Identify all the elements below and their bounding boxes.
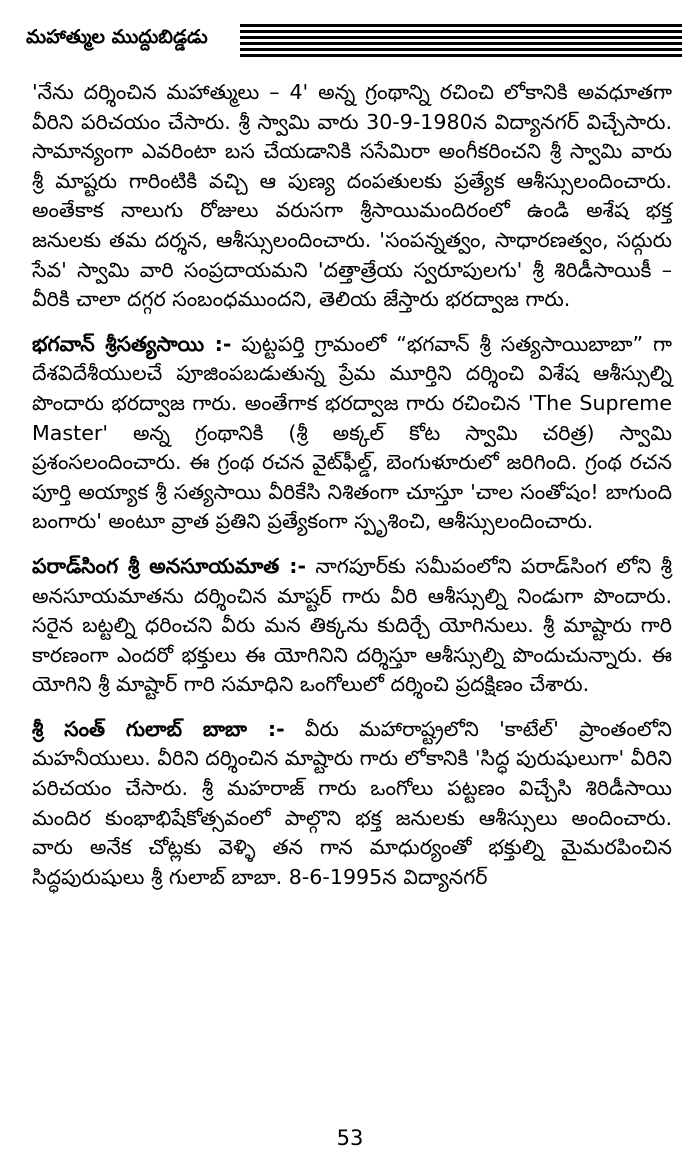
page-number: 53 — [336, 1126, 364, 1150]
page-body — [32, 78, 672, 907]
paragraph-text: నాగపూర్‌కు సమీపంలోని పరాడ్‌సింగ లోని శ్రీ అనసూయమాతను దర్శించిన మాష్టర్ గారు వీరి ఆశీస్సుల్ని నిండుగా పొందారు. సరైన బట్టల్ని ధరించని వీరు మన తిక్కను కుదిర్చే యోగినులు. శ్రీ మాష్టారు గారి కారణంగా ఎందరో భక్తులు ఈ యోగినిని దర్శిస్తూ ఆశీస్సుల్ని పొందుచున్నారు. ఈ యోగిని శ్రీ మాష్టార్ గారి సమాధిని ఒంగోలులో దర్శించి ప్రదక్షిణం చేశారు. — [32, 553, 672, 697]
paragraph-anasuya-mata — [32, 552, 672, 700]
paragraph-heading: భగవాన్ శ్రీసత్యసాయి :- — [32, 331, 232, 356]
paragraph-gulab-baba — [32, 715, 672, 893]
paragraph-sathya-sai — [32, 330, 672, 537]
paragraph-text: పుట్టపర్తి గ్రామంలో “భగవాన్ శ్రీ సత్యసాయిబాబా” గా దేశవిదేశీయులచే పూజింపబడుతున్న ప్రేమ మూర్తిని దర్శించి విశేష ఆశీస్సుల్ని పొందారు భరద్వాజ గారు. అంతేగాక భరద్వాజ గారు రచించిన 'The Supreme Master' అన్న గ్రంథానికి (శ్రీ అక్కల్ కోట స్వామి చరిత్ర) స్వామి ప్రశంసలందించారు. ఈ గ్రంథ రచన వైట్‌ఫీల్డ్, బెంగుళూరులో జరిగింది. గ్రంథ రచన పూర్తి అయ్యాక శ్రీ సత్యసాయి వీరికేసి నిశితంగా చూస్తూ 'చాల సంతోషం! బాగుంది బంగారు' అంటూ వ్రాత ప్రతిని ప్రత్యేకంగా స్పృశించి, ఆశీస్సులందించారు. — [32, 331, 672, 534]
paragraph-heading: శ్రీ సంత్ గులాబ్ బాబా :- — [32, 716, 285, 741]
header-decorative-rules — [240, 24, 682, 60]
paragraph-text: వీరు మహారాష్ట్రలోని 'కాటేల్' ప్రాంతంలోని మహనీయులు. వీరిని దర్శించిన మాష్టారు గారు లోకానికి 'సిద్ధ పురుషులుగా' వీరిని పరిచయం చేసారు. శ్రీ మహరాజ్ గారు ఒంగోలు పట్టణం విచ్చేసి శిరిడీసాయి మందిర కుంభాభిషేకోత్సవంలో పాల్గొని భక్త జనులకు ఆశీస్సులు అందించారు. వారు అనేక చోట్లకు వెళ్ళి తన గాన మాధుర్యంతో భక్తుల్ని మైమరపించిన సిద్ధపురుషులు శ్రీ గులాబ్ బాబా. 8-6-1995న విద్యానగర్ — [32, 716, 672, 889]
paragraph-heading: పరాడ్‌సింగ శ్రీ అనసూయమాత :- — [32, 553, 307, 578]
paragraph-text: 'నేను దర్శించిన మహాత్ములు – 4' అన్న గ్రంథాన్ని రచించి లోకానికి అవధూతగా వీరిని పరిచయం చేసారు. శ్రీ స్వామి వారు 30-9-1980న విద్యానగర్ విచ్చేసారు. సామాన్యంగా ఎవరింటా బస చేయడానికి ససేమిరా అంగీకరించని శ్రీ స్వామి వారు శ్రీ మాష్టరు గారింటికి వచ్చి ఆ పుణ్య దంపతులకు ప్రత్యేక ఆశీస్సులందించారు. అంతేకాక నాలుగు రోజులు వరుసగా శ్రీసాయిమందిరంలో ఉండి అశేష భక్త జనులకు తమ దర్శన, ఆశీస్సులందించారు. 'సంపన్నత్వం, సాధారణత్వం, సద్గురు సేవ' స్వామి వారి సంప్రదాయమని 'దత్తాత్రేయ స్వరూపులగు' శ్రీ శిరిడీసాయికీ – వీరికి చాలా దగ్గర సంబంధముందని, తెలియ జేస్తారు భరద్వాజ గారు. — [32, 80, 672, 312]
running-title: మహాత్ముల ముద్దుబిడ్డడు — [26, 26, 208, 48]
page-header — [18, 10, 682, 66]
paragraph-intro — [32, 78, 672, 315]
